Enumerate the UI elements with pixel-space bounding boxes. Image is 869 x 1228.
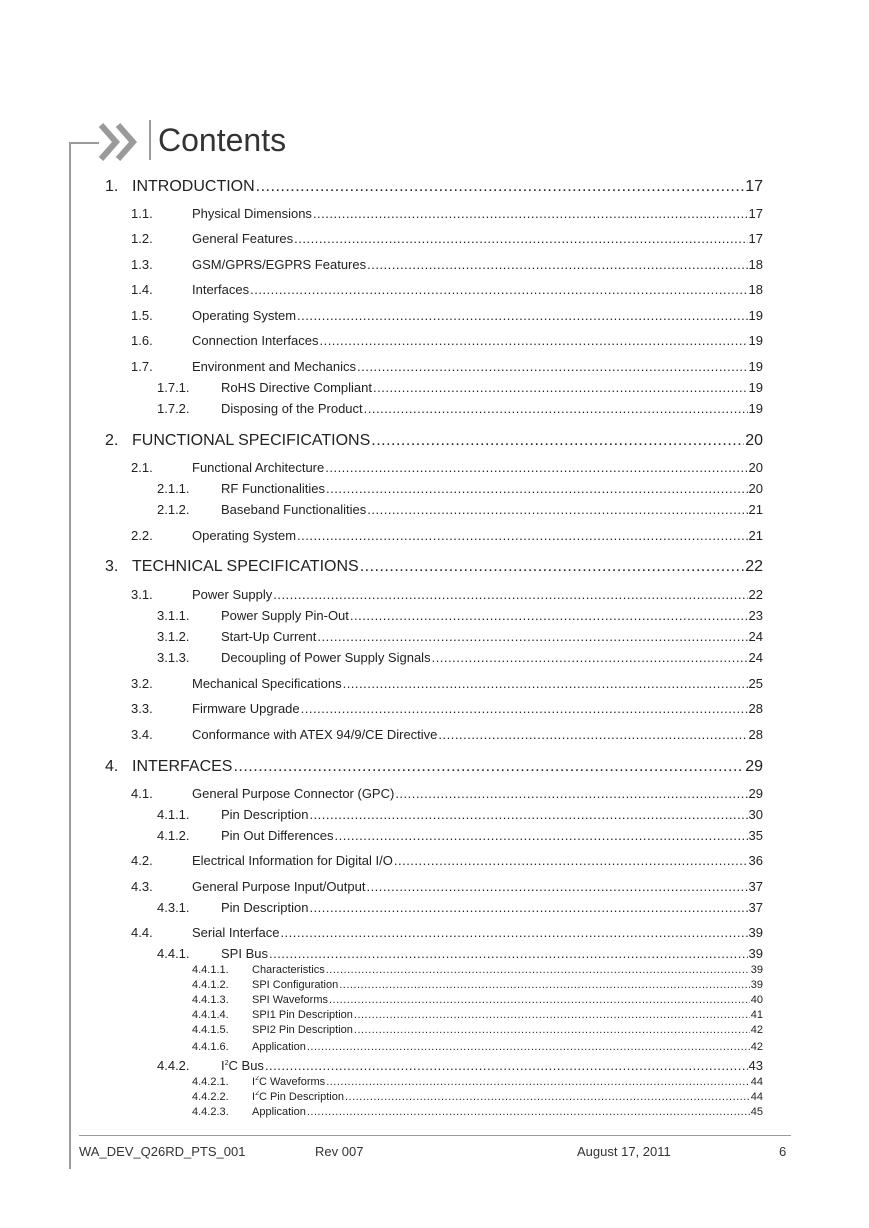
toc-entry[interactable] xyxy=(157,629,763,646)
toc-leader-dots xyxy=(297,528,747,543)
toc-entry[interactable] xyxy=(157,1058,763,1075)
toc-entry-title-text: Connection Interfaces xyxy=(192,333,319,348)
toc-entry-number: 4.4.2.3. xyxy=(192,1106,229,1118)
toc-leader-dots xyxy=(343,676,748,691)
toc-entry[interactable] xyxy=(131,231,763,248)
toc-entry-page: 19 xyxy=(748,308,763,323)
toc-entry-title xyxy=(192,359,356,374)
toc-leader-dots xyxy=(395,786,747,801)
toc-entry-page: 44 xyxy=(750,1091,763,1103)
toc-entry-number: 4.4.1. xyxy=(157,946,190,961)
toc-entry-title xyxy=(192,853,393,868)
toc-leader-dots xyxy=(256,178,745,196)
toc-entry-title-text: Serial Interface xyxy=(192,925,280,940)
toc-entry-title xyxy=(132,758,232,776)
toc-entry-page: 23 xyxy=(748,608,763,623)
toc-entry-page: 22 xyxy=(748,587,763,602)
toc-leader-dots xyxy=(364,401,748,416)
toc-entry-number: 1.1. xyxy=(131,206,153,221)
toc-entry[interactable] xyxy=(157,828,763,845)
toc-entry-superscript: 2 xyxy=(255,1076,259,1082)
toc-entry[interactable] xyxy=(131,727,763,744)
toc-entry-title-text: Baseband Functionalities xyxy=(221,502,367,517)
toc-entry-title-text: Pin Out Differences xyxy=(221,828,334,843)
toc-entry-title-text: General Features xyxy=(192,231,294,246)
toc-entry-page: 29 xyxy=(745,758,763,775)
toc-leader-dots xyxy=(339,979,750,991)
toc-leader-dots xyxy=(326,481,747,496)
toc-entry-title-text: SPI Configuration xyxy=(252,979,339,991)
toc-entry[interactable] xyxy=(157,380,763,397)
toc-entry-title-text: Environment and Mechanics xyxy=(192,359,357,374)
toc-entry-number: 3.1.1. xyxy=(157,608,190,623)
toc-entry-title-text: General Purpose Input/Output xyxy=(192,879,366,894)
toc-entry-title xyxy=(221,828,333,843)
toc-entry-number: 3.1.2. xyxy=(157,629,190,644)
toc-entry[interactable] xyxy=(131,528,763,545)
toc-entry[interactable] xyxy=(131,701,763,718)
toc-entry-title-rest: C Pin Description xyxy=(258,1091,344,1103)
toc-leader-dots xyxy=(309,807,747,822)
toc-entry[interactable] xyxy=(131,359,763,376)
toc-entry-title-text: Pin Description xyxy=(221,900,309,915)
toc-entry-title-text: Power Supply Pin-Out xyxy=(221,608,349,623)
toc-entry-number: 4.1.1. xyxy=(157,807,190,822)
toc-leader-dots xyxy=(438,727,747,742)
toc-entry-title xyxy=(192,727,437,742)
toc-entry-number: 1.6. xyxy=(131,333,153,348)
toc-entry-title xyxy=(221,401,363,416)
toc-entry[interactable] xyxy=(131,879,763,896)
toc-entry-page: 18 xyxy=(748,282,763,297)
toc-entry-number: 4.4.1.5. xyxy=(192,1024,229,1036)
toc-entry-title-text: SPI Bus xyxy=(221,946,268,961)
toc-entry-number: 2.1.2. xyxy=(157,502,190,517)
toc-leader-dots xyxy=(354,1009,750,1021)
toc-entry-title-text: INTRODUCTION xyxy=(132,178,255,195)
toc-entry-title-text: Interfaces xyxy=(192,282,250,297)
toc-entry-superscript: 2 xyxy=(224,1060,229,1067)
toc-entry-title xyxy=(192,333,318,348)
toc-entry-number: 4.3. xyxy=(131,879,153,894)
toc-entry-title xyxy=(221,629,316,644)
toc-entry-title xyxy=(221,650,431,665)
footer-doc-id: WA_DEV_Q26RD_PTS_001 xyxy=(79,1144,246,1159)
toc-entry[interactable] xyxy=(157,401,763,418)
toc-leader-dots xyxy=(313,206,748,221)
toc-entry[interactable] xyxy=(131,333,763,350)
toc-entry[interactable] xyxy=(192,1091,763,1105)
toc-entry[interactable] xyxy=(192,964,763,978)
toc-leader-dots xyxy=(366,879,747,894)
toc-entry-title-text: Physical Dimensions xyxy=(192,206,312,221)
toc-entry-number: 2.1.1. xyxy=(157,481,190,496)
toc-entry-title xyxy=(192,587,272,602)
toc-entry-title-text: FUNCTIONAL SPECIFICATIONS xyxy=(132,432,371,449)
toc-entry-title xyxy=(221,900,308,915)
toc-entry-page: 25 xyxy=(748,676,763,691)
toc-entry-title xyxy=(221,1058,264,1073)
toc-entry[interactable] xyxy=(105,178,763,198)
toc-leader-dots xyxy=(325,460,747,475)
toc-entry-page: 20 xyxy=(748,460,763,475)
toc-entry[interactable] xyxy=(131,853,763,870)
toc-leader-dots xyxy=(360,558,745,576)
toc-entry-number: 2.2. xyxy=(131,528,153,543)
toc-entry-title-text: Electrical Information for Digital I/O xyxy=(192,853,393,868)
toc-leader-dots xyxy=(309,900,747,915)
toc-entry-title-rest: C Waveforms xyxy=(258,1076,326,1088)
toc-entry[interactable] xyxy=(131,308,763,325)
toc-entry[interactable] xyxy=(105,432,763,452)
toc-entry[interactable] xyxy=(131,676,763,693)
toc-entry-number: 3. xyxy=(105,558,119,575)
toc-entry-number: 4.1. xyxy=(131,786,153,801)
toc-entry-title xyxy=(252,1106,306,1118)
toc-entry[interactable] xyxy=(157,608,763,625)
toc-entry-title xyxy=(132,432,370,450)
toc-entry-title xyxy=(221,807,308,822)
toc-leader-dots xyxy=(326,1076,750,1088)
toc-entry-title xyxy=(221,380,372,395)
toc-leader-dots xyxy=(354,1024,750,1036)
toc-entry-number: 3.4. xyxy=(131,727,153,742)
toc-entry-title-text: TECHNICAL SPECIFICATIONS xyxy=(132,558,359,575)
toc-entry-page: 36 xyxy=(748,853,763,868)
toc-entry-superscript: 2 xyxy=(255,1091,259,1097)
toc-entry-title-text: Application xyxy=(252,1106,306,1118)
toc-leader-dots xyxy=(345,1091,750,1103)
toc-entry[interactable] xyxy=(131,925,763,942)
toc-entry-number: 1.2. xyxy=(131,231,153,246)
toc-entry-number: 2.1. xyxy=(131,460,153,475)
toc-entry-title-text: Power Supply xyxy=(192,587,273,602)
toc-leader-dots xyxy=(326,964,750,976)
toc-leader-dots xyxy=(273,587,747,602)
toc-entry-page: 29 xyxy=(748,786,763,801)
toc-entry-title-text: SPI Waveforms xyxy=(252,994,328,1006)
toc-entry[interactable] xyxy=(192,1106,763,1120)
toc-entry-title-text: Operating System xyxy=(192,528,297,543)
toc-entry-title-text: General Purpose Connector (GPC) xyxy=(192,786,395,801)
toc-leader-dots xyxy=(319,333,747,348)
toc-entry-title xyxy=(192,879,365,894)
toc-entry-title-text: I xyxy=(252,1091,256,1103)
toc-entry[interactable] xyxy=(157,900,763,917)
toc-entry-page: 37 xyxy=(748,900,763,915)
toc-entry[interactable] xyxy=(192,994,763,1008)
toc-entry-title-text: RoHS Directive Compliant xyxy=(221,380,372,395)
toc-entry-page: 41 xyxy=(750,1009,763,1021)
toc-entry-number: 1.7. xyxy=(131,359,153,374)
toc-leader-dots xyxy=(280,925,747,940)
toc-entry[interactable] xyxy=(157,481,763,498)
toc-entry-page: 39 xyxy=(750,964,763,976)
toc-leader-dots xyxy=(265,1058,748,1073)
toc-entry-number: 3.1. xyxy=(131,587,153,602)
toc-entry-page: 21 xyxy=(748,502,763,517)
toc-leader-dots xyxy=(269,946,748,961)
toc-entry-number: 4.2. xyxy=(131,853,153,868)
toc-entry-page: 19 xyxy=(748,333,763,348)
toc-entry-title xyxy=(192,528,296,543)
toc-entry-title xyxy=(252,1009,353,1021)
toc-entry-title-text: Firmware Upgrade xyxy=(192,701,300,716)
toc-entry-title xyxy=(192,282,249,297)
toc-entry-title-text: Characteristics xyxy=(252,964,325,976)
toc-entry-title xyxy=(192,786,394,801)
page-title: Contents xyxy=(158,122,287,158)
toc-entry-number: 4. xyxy=(105,758,119,775)
toc-entry[interactable] xyxy=(192,1076,763,1090)
toc-entry-page: 30 xyxy=(748,807,763,822)
toc-leader-dots xyxy=(250,282,747,297)
toc-entry-title xyxy=(192,460,324,475)
toc-entry-page: 19 xyxy=(748,380,763,395)
toc-entry-title xyxy=(132,558,359,576)
toc-entry-title xyxy=(252,1091,344,1103)
toc-entry-page: 28 xyxy=(748,727,763,742)
toc-leader-dots xyxy=(297,308,747,323)
toc-entry-title xyxy=(192,925,279,940)
toc-entry[interactable] xyxy=(192,1041,763,1055)
toc-entry[interactable] xyxy=(192,979,763,993)
toc-entry-title-text: Pin Description xyxy=(221,807,309,822)
toc-entry[interactable] xyxy=(131,587,763,604)
toc-entry-page: 17 xyxy=(748,206,763,221)
toc-leader-dots xyxy=(394,853,748,868)
toc-entry-page: 19 xyxy=(748,359,763,374)
toc-entry[interactable] xyxy=(157,946,763,963)
toc-leader-dots xyxy=(371,432,744,450)
toc-entry-page: 24 xyxy=(748,650,763,665)
toc-entry-title-text: SPI2 Pin Description xyxy=(252,1024,353,1036)
toc-entry-page: 42 xyxy=(750,1024,763,1036)
toc-entry-title-text: Conformance with ATEX 94/9/CE Directive xyxy=(192,727,438,742)
toc-entry-title-text: SPI1 Pin Description xyxy=(252,1009,353,1021)
toc-entry-page: 22 xyxy=(745,558,763,575)
toc-entry-page: 39 xyxy=(748,925,763,940)
toc-entry-title xyxy=(252,1041,306,1053)
toc-entry-title xyxy=(221,502,366,517)
toc-entry-page: 17 xyxy=(745,178,763,195)
toc-entry-page: 35 xyxy=(748,828,763,843)
toc-entry-page: 17 xyxy=(748,231,763,246)
toc-entry-title xyxy=(252,1024,353,1036)
toc-leader-dots xyxy=(350,608,748,623)
toc-entry-title-text: Application xyxy=(252,1041,306,1053)
toc-entry-number: 1.7.1. xyxy=(157,380,190,395)
toc-entry-title-text: Disposing of the Product xyxy=(221,401,363,416)
toc-entry-page: 39 xyxy=(750,979,763,991)
toc-entry-title xyxy=(192,257,366,272)
toc-leader-dots xyxy=(432,650,748,665)
toc-entry-number: 4.1.2. xyxy=(157,828,190,843)
toc-entry[interactable] xyxy=(105,758,763,778)
toc-entry-title xyxy=(252,964,325,976)
toc-entry-number: 4.4.1.1. xyxy=(192,964,229,976)
toc-entry-title-text: GSM/GPRS/EGPRS Features xyxy=(192,257,367,272)
toc-entry-page: 40 xyxy=(750,994,763,1006)
toc-entry-page: 39 xyxy=(748,946,763,961)
toc-entry-number: 4.4.2. xyxy=(157,1058,190,1073)
toc-entry[interactable] xyxy=(157,502,763,519)
toc-entry-number: 1.4. xyxy=(131,282,153,297)
toc-entry-number: 4.4.2.1. xyxy=(192,1076,229,1088)
toc-entry[interactable] xyxy=(131,460,763,477)
toc-leader-dots xyxy=(233,758,744,776)
toc-entry-page: 19 xyxy=(748,401,763,416)
toc-entry-title xyxy=(252,994,328,1006)
toc-entry-page: 21 xyxy=(748,528,763,543)
toc-entry-number: 1.3. xyxy=(131,257,153,272)
toc-entry-number: 3.2. xyxy=(131,676,153,691)
footer-rule xyxy=(79,1135,791,1136)
toc-entry[interactable] xyxy=(192,1009,763,1023)
toc-entry-title xyxy=(132,178,255,196)
toc-entry-number: 1.7.2. xyxy=(157,401,190,416)
footer-page-number: 6 xyxy=(779,1144,787,1159)
toc-entry[interactable] xyxy=(192,1024,763,1038)
toc-entry-title xyxy=(192,701,300,716)
toc-entry[interactable] xyxy=(105,558,763,578)
toc-entry-title xyxy=(192,676,342,691)
toc-entry[interactable] xyxy=(131,257,763,274)
toc-entry-page: 42 xyxy=(750,1041,763,1053)
toc-entry-title xyxy=(192,308,296,323)
toc-entry-page: 24 xyxy=(748,629,763,644)
toc-leader-dots xyxy=(307,1106,750,1118)
toc-entry-number: 3.1.3. xyxy=(157,650,190,665)
toc-entry[interactable] xyxy=(131,786,763,803)
toc-entry-page: 44 xyxy=(750,1076,763,1088)
toc-entry-number: 4.3.1. xyxy=(157,900,190,915)
toc-leader-dots xyxy=(367,257,747,272)
toc-leader-dots xyxy=(294,231,747,246)
toc-entry-title-text: INTERFACES xyxy=(132,758,233,775)
toc-leader-dots xyxy=(301,701,748,716)
toc-leader-dots xyxy=(334,828,747,843)
toc-entry-title xyxy=(192,206,312,221)
toc-entry-number: 4.4.1.6. xyxy=(192,1041,229,1053)
toc-entry[interactable] xyxy=(157,650,763,667)
toc-entry[interactable] xyxy=(131,206,763,223)
toc-entry-title-text: I xyxy=(252,1076,256,1088)
toc-entry-page: 18 xyxy=(748,257,763,272)
toc-leader-dots xyxy=(367,502,747,517)
footer-date: August 17, 2011 xyxy=(577,1144,671,1159)
toc-leader-dots xyxy=(317,629,747,644)
toc-entry-title xyxy=(221,481,325,496)
toc-entry-number: 2. xyxy=(105,432,119,449)
toc-entry-number: 4.4. xyxy=(131,925,153,940)
toc-entry-title-rest: C Bus xyxy=(228,1058,264,1073)
toc-entry-title-text: Decoupling of Power Supply Signals xyxy=(221,650,431,665)
toc-entry-title-text: I xyxy=(221,1058,225,1073)
toc-entry-title xyxy=(252,1076,325,1088)
toc-entry-title-text: Functional Architecture xyxy=(192,460,325,475)
toc-entry-number: 4.4.1.3. xyxy=(192,994,229,1006)
toc-entry-title-text: RF Functionalities xyxy=(221,481,326,496)
toc-entry-title xyxy=(252,979,338,991)
toc-entry-page: 37 xyxy=(748,879,763,894)
toc-entry-title-text: Mechanical Specifications xyxy=(192,676,342,691)
toc-leader-dots xyxy=(307,1041,750,1053)
toc-leader-dots xyxy=(329,994,750,1006)
toc-entry-number: 4.4.1.4. xyxy=(192,1009,229,1021)
toc-entry-title xyxy=(221,946,268,961)
footer-revision: Rev 007 xyxy=(315,1144,364,1159)
toc-entry-title xyxy=(192,231,293,246)
toc-entry-title xyxy=(221,608,349,623)
toc-entry[interactable] xyxy=(131,282,763,299)
toc-entry-page: 28 xyxy=(748,701,763,716)
toc-entry-number: 4.4.1.2. xyxy=(192,979,229,991)
toc-entry-page: 43 xyxy=(748,1058,763,1073)
toc-leader-dots xyxy=(357,359,748,374)
toc-entry-number: 3.3. xyxy=(131,701,153,716)
toc-entry-page: 45 xyxy=(750,1106,763,1118)
toc-entry-number: 4.4.2.2. xyxy=(192,1091,229,1103)
toc-leader-dots xyxy=(373,380,748,395)
toc-entry-page: 20 xyxy=(745,432,763,449)
toc-entry[interactable] xyxy=(157,807,763,824)
toc-entry-number: 1. xyxy=(105,178,119,195)
toc-entry-number: 1.5. xyxy=(131,308,153,323)
toc-entry-title-text: Start-Up Current xyxy=(221,629,317,644)
toc-entry-page: 20 xyxy=(748,481,763,496)
toc-entry-title-text: Operating System xyxy=(192,308,297,323)
